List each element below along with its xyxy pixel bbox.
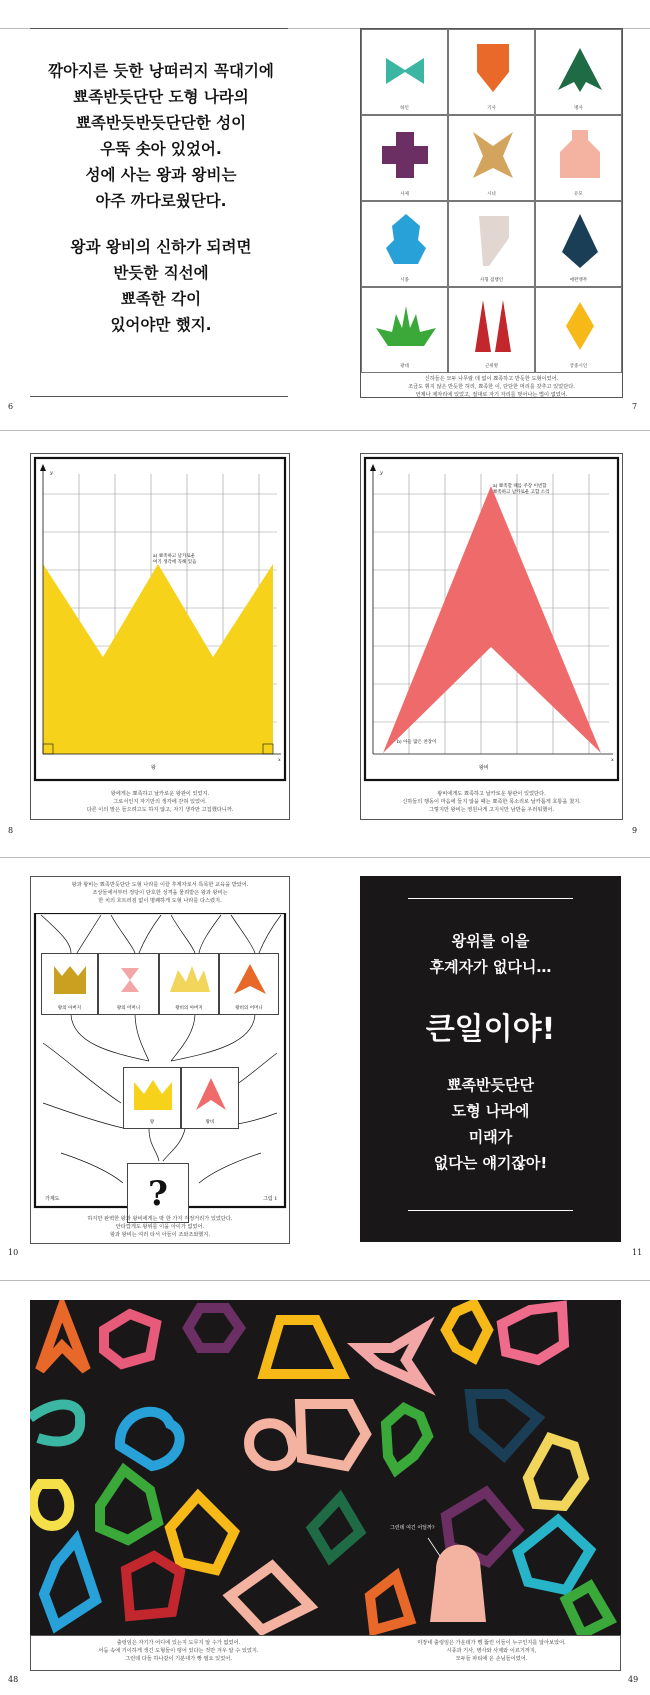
tree-footer-left: 가계도 (45, 1196, 60, 1202)
panel-line: 뾰족반듯단단 (447, 1076, 534, 1094)
servant-label: 하인 (400, 106, 409, 111)
page-number: 11 (632, 1248, 643, 1257)
caption-line: 조금도 휘지 않은 반듯한 허리, 뾰족한 이, 단단한 머리를 갖추고 있었단다. (408, 384, 575, 390)
servant-label: 시종 (400, 278, 409, 283)
ancestor-label: 왕의 아버지 (57, 1006, 82, 1011)
vase-icon (536, 116, 623, 196)
right-party-caption (361, 1639, 622, 1663)
queen-chart-frame (360, 453, 623, 820)
ancestor-cell (219, 953, 279, 1015)
spread-separator (0, 1280, 650, 1281)
king-crown-shape (43, 564, 273, 754)
twin-spikes-icon (449, 288, 536, 368)
panel-line: 후계자가 없다니… (429, 958, 552, 976)
caption-line: 왕과 왕비는 여러 타서 아들이 조와조와했지. (109, 1232, 211, 1238)
panel-exclamation: 큰일이야! (425, 1012, 556, 1047)
servant-cell (448, 287, 535, 373)
y-axis-label: y (50, 470, 53, 476)
page-number: 7 (632, 402, 638, 411)
crown-icon (124, 1068, 182, 1118)
spread-separator (0, 430, 650, 431)
arrow-up-icon (536, 30, 623, 110)
caption-line: 다른 이의 말은 들으려고도 하지 않고, 자기 생각만 고집했다니까. (86, 807, 234, 813)
king-chart-frame (30, 453, 290, 820)
queen-chart (361, 454, 622, 784)
ancestor-label: 왕의 어머니 (116, 1006, 141, 1011)
drop-icon (536, 202, 623, 282)
servant-cell (535, 201, 622, 287)
caption-line: 왕과 왕비는 뾰족반듯단단 도형 나라를 이끌 후계자로서 특목한 교육을 받았어. (71, 882, 249, 888)
page-number: 8 (8, 826, 14, 835)
servant-cell (535, 29, 622, 115)
servant-grid-frame (360, 28, 623, 398)
annotation-line: a) 뾰족하고 날카로운 (153, 554, 196, 559)
black-story-panel (360, 876, 621, 1242)
x-axis-end-label: x (611, 757, 614, 763)
cross-icon (362, 116, 449, 196)
caption-line: 신하들의 행동이 마음에 들지 않을 때는 뾰족한 목소리로 날카롭게 호통을 쳤지. (402, 799, 581, 805)
story-line: 있어야만 했지. (110, 316, 212, 334)
king-annotation (153, 554, 196, 566)
caption-line: 시종과 기사, 병사와 사제와 이르기까지, (446, 1648, 537, 1654)
page-number: 49 (628, 1675, 639, 1684)
panel-lines-1 (360, 928, 621, 980)
caption-line: 안타깝게도 왕위를 이을 아이가 없었어. (115, 1224, 205, 1230)
servant-cell (535, 287, 622, 373)
party-illustration (30, 1300, 621, 1635)
party-caption-box (30, 1635, 621, 1671)
servant-label: 사형 집행인 (479, 278, 504, 283)
parent-cell (181, 1067, 239, 1129)
queen-annotation (493, 484, 549, 496)
caption-line: 왕비에게도 뾰족하고 날카로운 왕관이 있었단다. (437, 791, 546, 797)
panel-lines-2 (360, 1072, 621, 1176)
caption-line: 모두들 파티에 온 손님들이었어. (455, 1656, 528, 1662)
caption-line: 한 치의 흐트러짐 없이 명쾌하게 도형 나라를 다스렸지. (98, 898, 222, 904)
panel-line: 왕위를 이을 (451, 932, 530, 950)
servant-label: 애완앵무 (569, 278, 588, 283)
annotation-line: 뾰족하고 날카로운 고함 소리 (493, 490, 550, 495)
crown-icon (160, 954, 220, 1004)
left-party-caption (31, 1639, 326, 1663)
unknown-heir-box: ? (127, 1163, 189, 1223)
ancestor-label: 왕비의 아버지 (175, 1006, 203, 1011)
hourglass-icon (99, 954, 160, 1004)
queen-caption (361, 790, 622, 814)
spread-separator (0, 857, 650, 858)
parent-label: 왕 (149, 1120, 155, 1125)
y-axis-label: y (380, 470, 383, 476)
crown-leaf-icon (362, 288, 449, 368)
party-shapes (30, 1300, 621, 1635)
caption-line: 조상들에서부터 정당이 단호한 성격을 물려받은 왕과 왕비는 (92, 890, 228, 896)
story-line: 뾰족한 각이 (120, 290, 202, 308)
caption-line: 그로서인지 자기만의 생각에 갇혀 있었어. (113, 799, 207, 805)
queen-corner-label: b) 아들 많은 찬장이 (397, 740, 437, 745)
story-text-block (30, 58, 292, 338)
x-axis-end-label: x (278, 757, 281, 763)
blade-icon (449, 202, 536, 282)
page-number: 48 (8, 1675, 19, 1684)
caption-line: 그런데 다들 하나같이 기분대가 빵 필요 있었어. (125, 1656, 232, 1662)
family-tree-page (30, 876, 290, 1244)
arrow-up-icon (182, 1068, 240, 1118)
servant-cell (361, 29, 448, 115)
servant-label: 궁중시인 (569, 364, 588, 369)
arrow-up-icon (220, 954, 280, 1004)
servant-label: 근위병 (484, 364, 499, 369)
servant-label: 광대 (400, 364, 409, 369)
crown-icon (42, 954, 99, 1004)
ancestor-cell (98, 953, 159, 1015)
story-line: 반듯한 직선에 (113, 264, 209, 282)
panel-line: 미래가 (468, 1128, 513, 1146)
pawn-icon (362, 202, 449, 282)
annotation-line: 여기 생각에 꼭해 있음 (153, 560, 197, 565)
speech-text: 그런데 여긴 어딜까? (390, 1525, 435, 1531)
shield-pentagon-icon (449, 30, 536, 110)
caption-line: 하지만 완벽한 왕과 왕비에게는 딱 한 가지 걱정거리가 있었단다. (87, 1216, 233, 1222)
servant-label: 시녀 (487, 192, 496, 197)
ancestor-cell (159, 953, 219, 1015)
servant-cell (448, 29, 535, 115)
caption-line: 미장네 출렁임은 가운데가 뻥 뚫린 이들이 누구인지를 알아보았어. (417, 1640, 566, 1646)
servant-cell (361, 115, 448, 201)
page-number: 9 (632, 826, 638, 835)
servant-cell (361, 287, 448, 373)
grid-caption (361, 375, 622, 399)
tree-footer-right: 그림 1 (263, 1196, 278, 1202)
parent-cell (123, 1067, 181, 1129)
servant-cell (361, 201, 448, 287)
king-chart (31, 454, 289, 784)
panel-line: 없다는 얘기잖아! (433, 1154, 548, 1172)
bowtie-icon (362, 30, 449, 110)
parent-label: 왕비 (205, 1120, 215, 1125)
caption-line: 어둠 속에 기이하게 생긴 도형들이 떵어 있다는 것만 겨우 알 수 있었지. (98, 1648, 259, 1654)
story-line: 우뚝 솟아 있었어. (100, 140, 222, 158)
x-axis-label: 왕 (151, 765, 156, 771)
x-star-icon (449, 116, 536, 196)
caption-line: 왕에게는 뾰족하고 날카로운 왕관이 있었지. (110, 791, 210, 797)
page6-top-rule (30, 28, 288, 29)
panel-line: 도형 나라에 (451, 1102, 530, 1120)
servant-cell (448, 201, 535, 287)
ancestor-cell (41, 953, 98, 1015)
story-line: 깎아지른 듯한 낭떠러지 꼭대기에 (48, 62, 274, 80)
family-caption (31, 1215, 289, 1239)
caption-line: 언제나 제자리에 있었고, 절대로 자기 자리를 벗어나는 법이 없었어. (415, 392, 568, 398)
servant-label: 기사 (487, 106, 496, 111)
story-line: 성에 사는 왕과 왕비는 (85, 166, 237, 184)
story-line: 뾰족반듯반듯단단한 성이 (75, 114, 247, 132)
panel-top-rule (408, 898, 573, 899)
servant-label: 유모 (574, 192, 583, 197)
diamond-icon (536, 288, 623, 368)
story-line: 뾰족반듯단단 도형 나라의 (73, 88, 249, 106)
servant-label: 병사 (574, 106, 583, 111)
queen-arrow-shape (383, 486, 601, 753)
king-caption (31, 790, 289, 814)
x-axis-label: 왕비 (479, 765, 489, 771)
annotation-line: a) 뾰족할 때를 주장 이번함 (493, 484, 547, 489)
page-number: 10 (8, 1248, 19, 1257)
family-intro (31, 881, 289, 905)
page-number: 6 (8, 402, 14, 411)
servant-cell (448, 115, 535, 201)
servant-cell (535, 115, 622, 201)
ancestor-label: 왕비의 어머니 (235, 1006, 263, 1011)
servant-label: 사제 (400, 192, 409, 197)
caption-line: 출렁임은 자기가 어디에 있는지 도무지 알 수가 없었어. (116, 1640, 241, 1646)
caption-line: 그렇지만 왕비는 영원나게 고지식만 남반을 우러워했어. (428, 807, 555, 813)
caption-line: 신하들은 모두 나무랄 데 없이 뾰족하고 반듯한 도형이었어. (424, 376, 559, 382)
story-line: 왕과 왕비의 신하가 되려면 (70, 238, 252, 256)
page6-bottom-rule (30, 396, 288, 397)
story-line: 아주 까다로웠단다. (95, 192, 227, 210)
panel-bottom-rule (408, 1210, 573, 1211)
